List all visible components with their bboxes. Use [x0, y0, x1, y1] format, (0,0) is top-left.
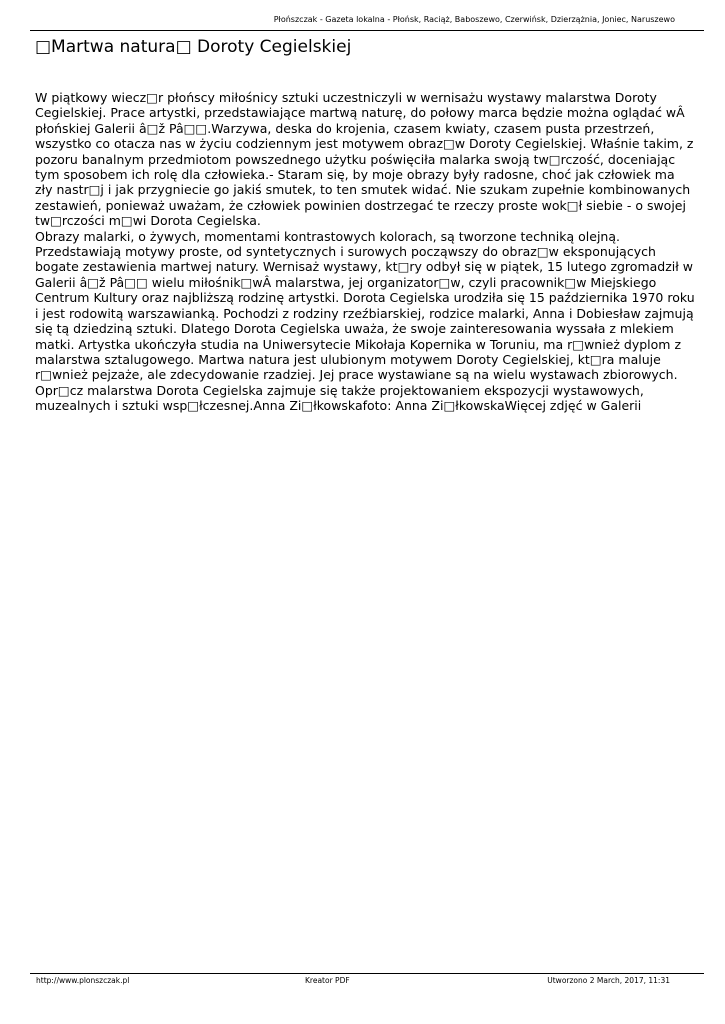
article-paragraph-1: W piątkowy wiecz□r płońscy miłośnicy sztuki uczestniczyli w wernisażu wystawy malarstwa Doroty Cegielskiej. Prace artystki, przedstawiające martwą naturę, do połowy marca będzie można oglądać wÂ płońskiej Galerii â□ž Pâ□□.Warzywa, deska do krojenia, czasem kwiaty, czasem pusta przestrzeń, wszystko co otacza nas w życiu codziennym jest motywem obraz□w Doroty Cegielskiej. Właśnie takim, z pozoru banalnym przedmiotom powszednego użytku poświęciła malarka swoją tw□rczość, doceniając tym sposobem ich rolę dla człowieka.- Staram się, by moje obrazy były radosne, choć jak człowiek ma zły nastr□j i jak przygniecie go jakiś smutek, to ten smutek widać. Nie szukam zupełnie kombinowanych zestawień, ponieważ uważam, że człowiek powinien dostrzegać te rzeczy proste wok□ł siebie - o swojej tw□rczości m□wi Dorota Cegielska.	[35, 90, 694, 229]
page-header-text: Płońszczak - Gazeta lokalna - Płońsk, Raciąż, Baboszewo, Czerwińsk, Dzierzążnia, Joniec, Naruszewo	[273, 15, 675, 24]
footer-url: http://www.plonszczak.pl	[36, 976, 130, 985]
article-paragraph-2: Obrazy malarki, o żywych, momentami kontrastowych kolorach, są tworzone techniką olejną. Przedstawiają motywy proste, od syntetycznych i surowych począwszy do obraz□w eksponujących bogate zestawienia martwej natury. Wernisaż wystawy, kt□ry odbył się w piątek, 15 lutego zgromadził w Galerii â□ž Pâ□□ wielu miłośnik□wÂ malarstwa, jej organizator□w, czyli pracownik□w Miejskiego Centrum Kultury oraz najbliższą rodzinę artystki. Dorota Cegielska urodziła się 15 października 1970 roku i jest rodowitą warszawianką. Pochodzi z rodziny rzeźbiarskiej, rodzice malarki, Anna i Dobiesław zajmują się tą dziedziną sztuki. Dlatego Dorota Cegielska uważa, że swoje zainteresowania wyssała z mlekiem matki. Artystka ukończyła studia na Uniwersytecie Mikołaja Kopernika w Toruniu, ma r□wnież dyplom z malarstwa sztalugowego. Martwa natura jest ulubionym motywem Doroty Cegielskiej, kt□ra maluje r□wnież pejzaże, ale zdecydowanie rzadziej. Jej prace wystawiane są na wielu wystawach zbiorowych. Opr□cz malarstwa Dorota Cegielska zajmuje się także projektowaniem ekspozycji wystawowych, muzealnych i sztuki wsp□łczesnej.Anna Zi□łkowskafoto: Anna Zi□łkowskaWięcej zdjęć w Galerii	[35, 228, 695, 414]
article-title: □Martwa natura□ Doroty Cegielskiej	[35, 37, 352, 57]
article-body	[35, 90, 695, 414]
footer-created: Utworzono 2 March, 2017, 11:31	[547, 976, 670, 985]
footer-generator: Kreator PDF	[305, 976, 350, 985]
header-divider	[30, 30, 704, 31]
footer-divider	[30, 973, 704, 974]
